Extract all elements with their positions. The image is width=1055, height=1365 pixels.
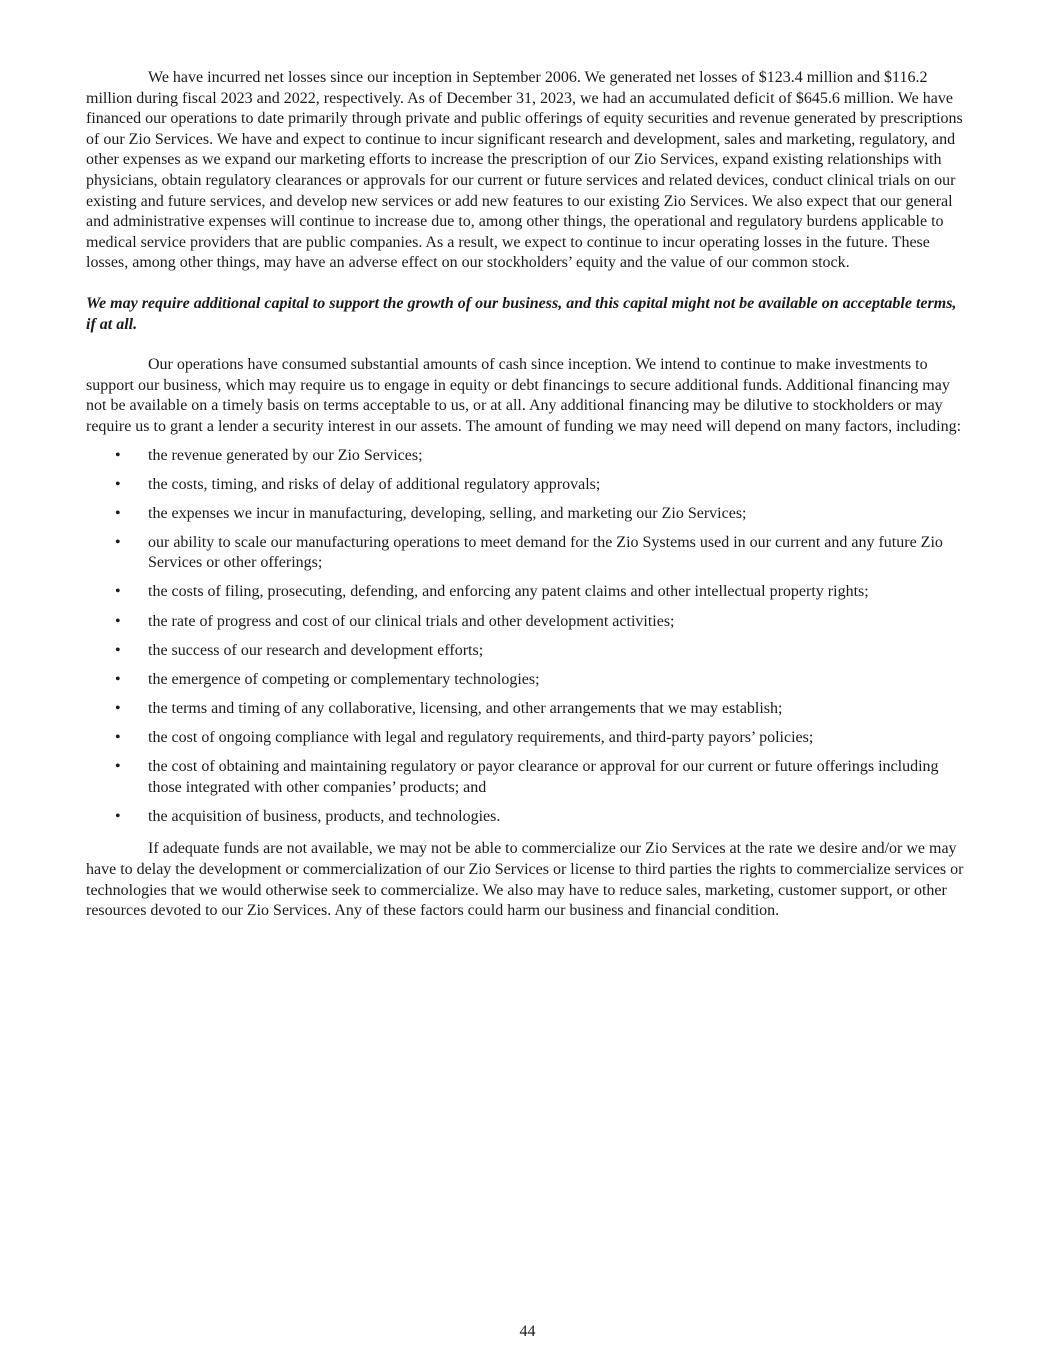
adequate-funds-paragraph: If adequate funds are not available, we may not be able to commercialize our Zio Services at the rate we desire and/or we may have to delay the development or commercialization of our Zio Services or license to third parties the rights to commercialize services or technologies that we would otherwise seek to commercialize. We also may have to reduce sales, marketing, customer support, or other resources devoted to our Zio Services. Any of these factors could harm our business and financial condition. [86,840,964,920]
capital-paragraph: Our operations have consumed substantial amounts of cash since inception. We intend to continue to make investments to support our business, which may require us to engage in equity or debt financings to secure additional funds. Additional financing may not be available on a timely basis on terms acceptable to us, or at all. Any additional financing may be dilutive to stockholders or may require us to grant a lender a security interest in our assets. The amount of funding we may need will depend on many factors, including: [86,356,962,435]
list-item [86,612,970,633]
list-item [86,446,970,467]
list-item-text: the costs of filing, prosecuting, defending, and enforcing any patent claims and other intellectual property rights; [148,583,869,601]
bullet-icon: • [115,670,121,688]
list-item-text: the terms and timing of any collaborative, licensing, and other arrangements that we may establish; [148,699,783,717]
bullet-icon: • [115,504,121,522]
funding-factors-list [86,446,970,828]
bullet-icon: • [115,583,121,601]
bullet-icon: • [115,699,121,717]
list-item [86,475,970,496]
list-item [86,807,970,828]
net-losses-paragraph: We have incurred net losses since our inception in September 2006. We generated net losses of $123.4 million and $116.2 million during fiscal 2023 and 2022, respectively. As of December 31, 2023, we had an accumulated deficit of $645.6 million. We have financed our operations to date primarily through private and public offerings of equity securities and revenue generated by prescriptions of our Zio Services. We have and expect to continue to incur significant research and development, sales and marketing, regulatory, and other expenses as we expand our marketing efforts to increase the prescription of our Zio Services, expand existing relationships with physicians, obtain regulatory clearances or approvals for our current or future services and related devices, conduct clinical trials on our existing and future services, and develop new services or add new features to our existing Zio Services. We also expect that our general and administrative expenses will continue to increase due to, among other things, the operational and regulatory burdens applicable to medical service providers that are public companies. As a result, we expect to continue to incur operating losses in the future. These losses, among other things, may have an adverse effect on our stockholders’ equity and the value of our common stock. [86,69,963,272]
bullet-icon: • [115,533,121,551]
list-item [86,582,970,603]
list-item [86,728,970,749]
list-item [86,670,970,691]
risk-factor-heading: We may require additional capital to support the growth of our business, and this capital might not be available on acceptable terms, if at all. [86,294,957,333]
document-body [86,68,970,922]
bullet-icon: • [115,758,121,776]
list-item-text: the acquisition of business, products, and technologies. [148,807,501,825]
bullet-icon: • [115,475,121,493]
list-item [86,699,970,720]
list-item [86,504,970,525]
bullet-icon: • [115,728,121,746]
bullet-icon: • [115,612,121,630]
list-item [86,533,970,574]
bullet-icon: • [115,807,121,825]
list-item-text: the rate of progress and cost of our clinical trials and other development activities; [148,612,675,630]
list-item [86,757,970,798]
list-item-text: the costs, timing, and risks of delay of additional regulatory approvals; [148,475,601,493]
list-item-text: the revenue generated by our Zio Services; [148,446,423,464]
page-number: 44 [519,1323,536,1340]
list-item-text: the emergence of competing or complementary technologies; [148,670,540,688]
list-item-text: the cost of obtaining and maintaining regulatory or payor clearance or approval for our current or future offerings including those integrated with other companies’ products; and [148,758,939,796]
list-item-text: the success of our research and development efforts; [148,641,484,659]
bullet-icon: • [115,641,121,659]
bullet-icon: • [115,446,121,464]
list-item-text: our ability to scale our manufacturing operations to meet demand for the Zio Systems used in our current and any future Zio Services or other offerings; [148,533,943,572]
list-item-text: the expenses we incur in manufacturing, developing, selling, and marketing our Zio Services; [148,504,747,522]
list-item-text: the cost of ongoing compliance with legal and regulatory requirements, and third-party payors’ policies; [148,728,814,746]
list-item [86,641,970,662]
